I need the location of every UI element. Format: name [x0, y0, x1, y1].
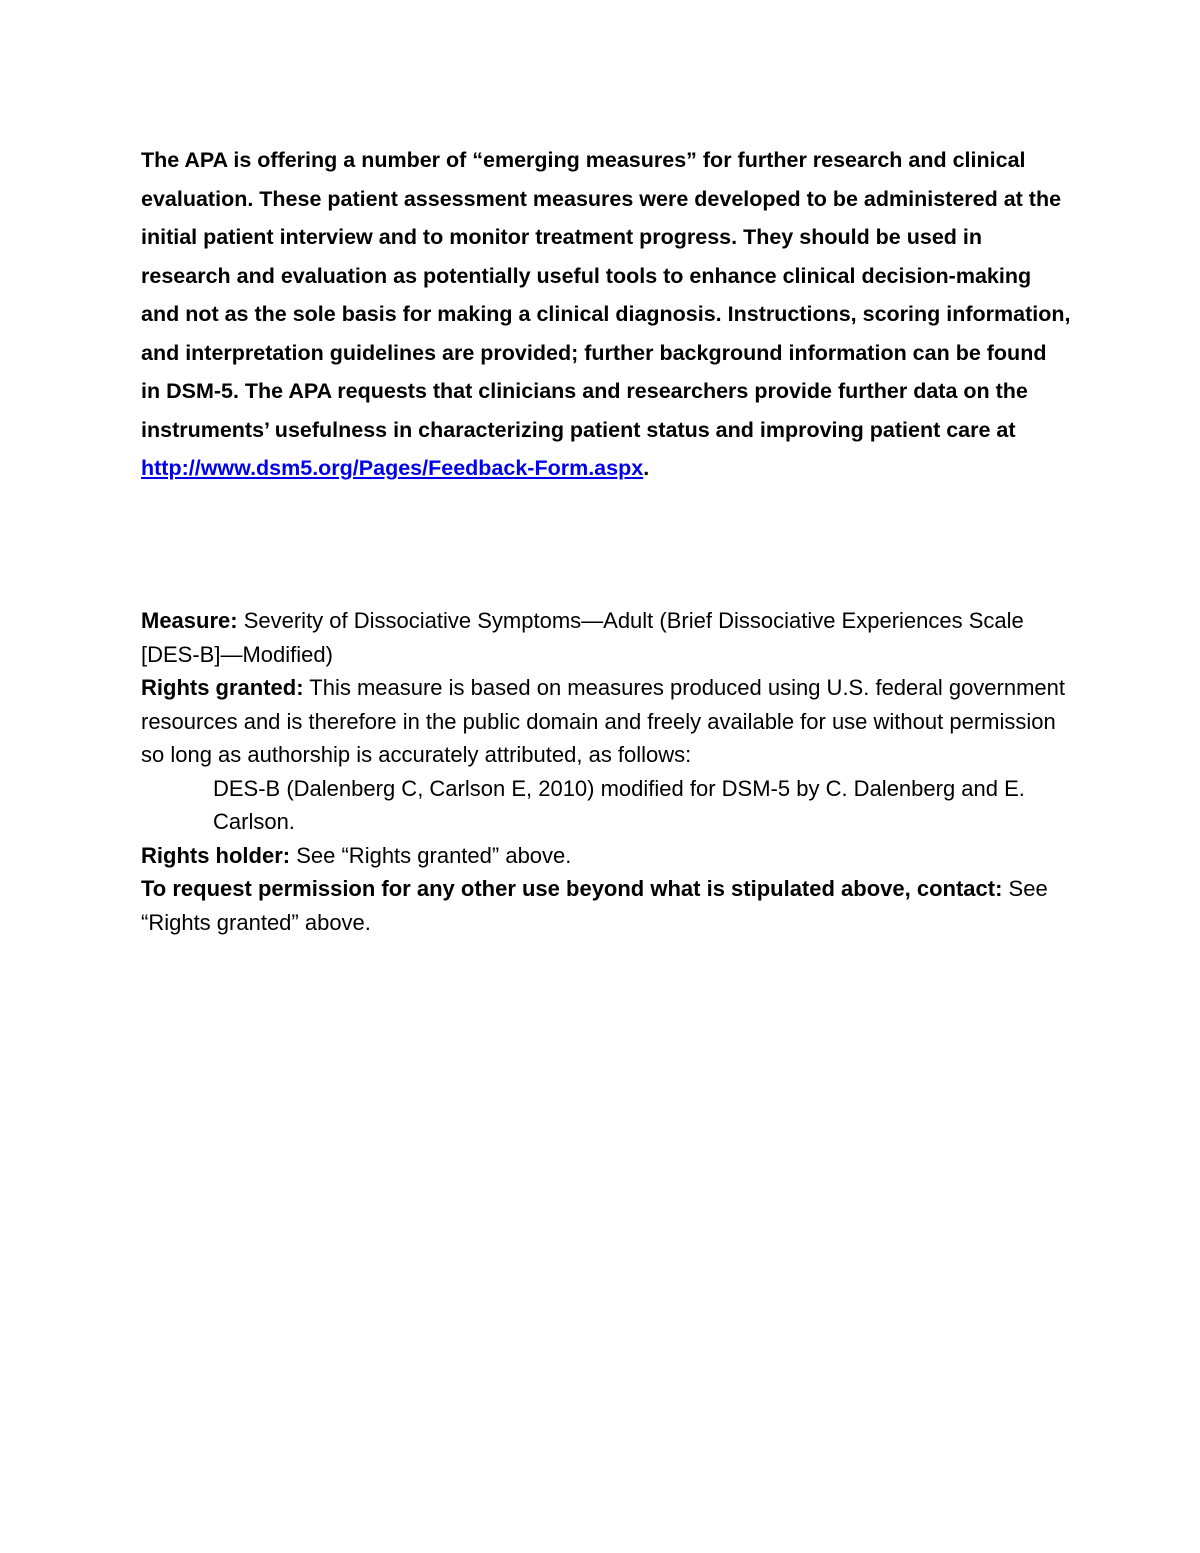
intro-text: The APA is offering a number of “emerging measures” for further research and clinical evaluation. These patient assessment measures were developed to be administered at the initial patient interview and to monitor treatment progress. They should be used in research and evaluation as potentially useful tools to enhance clinical decision-making and not as the sole basis for making a clinical diagnosis. Instructions, scoring information, and interpretation guidelines are provided; further background information can be found in DSM-5. The APA requests that clinicians and researchers provide further data on the instruments’ usefulness in characterizing patient status and improving patient care at [141, 148, 1071, 442]
measure-value: Severity of Dissociative Symptoms—Adult (Brief Dissociative Experiences Scale [DES-B]—Modified) [141, 608, 1024, 667]
feedback-form-link[interactable]: http://www.dsm5.org/Pages/Feedback-Form.aspx [141, 456, 644, 480]
request-value: See “Rights granted” above. [141, 876, 1048, 935]
measure-label: Measure: [141, 608, 238, 633]
request-label: To request permission for any other use beyond what is stipulated above, contact: [141, 876, 1003, 901]
rights-granted-value: This measure is based on measures produced using U.S. federal government resources and is therefore in the public domain and freely available for use without permission so long as authorship is accurately attributed, as follows: [141, 675, 1066, 767]
attribution-line: DES-B (Dalenberg C, Carlson E, 2010) modified for DSM-5 by C. Dalenberg and E. Carlson. [213, 775, 1025, 834]
rights-granted-label: Rights granted: [141, 675, 304, 700]
measure-line [141, 604, 1071, 671]
intro-end: . [643, 456, 650, 480]
request-line [141, 872, 1071, 939]
rights-section [141, 604, 1071, 939]
rights-granted-line [141, 671, 1071, 772]
rights-holder-label: Rights holder: [141, 842, 291, 868]
rights-holder-line [141, 839, 1071, 873]
intro-paragraph [141, 141, 1071, 488]
rights-holder-value: See “Rights granted” above. [290, 842, 572, 868]
